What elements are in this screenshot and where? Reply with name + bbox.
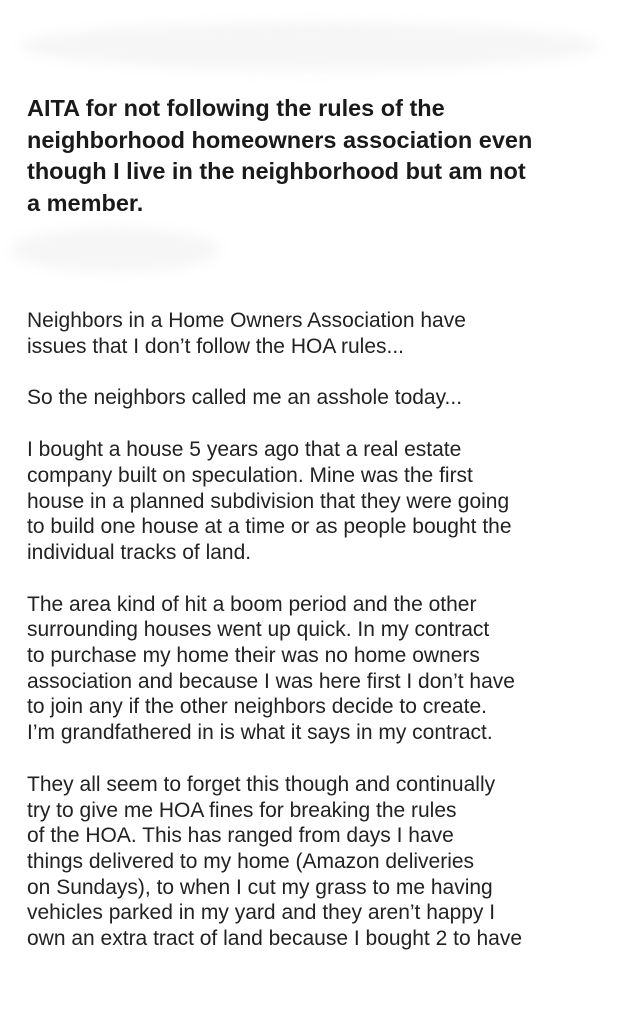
post-paragraph-1: Neighbors in a Home Owners Association have issues that I don’t follow the HOA rules... — [27, 309, 466, 358]
blurred-meta-area — [10, 228, 220, 272]
post-paragraph-4: The area kind of hit a boom period and the other surrounding houses went up quick. In my contract to purchase my home their was no home owners association and because I was here first I don’t have to join any if the other neighbors decide to create. I’m grandfathered in is what it says in my contract. — [27, 592, 515, 745]
post-paragraph-3: I bought a house 5 years ago that a real estate company built on speculation. Mine was the first house in a planned subdivision that they were going to build one house at a time or as people bought the individual tracks of land. — [27, 438, 512, 564]
post-paragraph-5: They all seem to forget this though and continually try to give me HOA fines for breaking the rules of the HOA. This has ranged from days I have things delivered to my home (Amazon deliveries on Sundays), to when I cut my grass to me having vehicles parked in my yard and they aren’t happy I own an extra tract of land because I bought 2 to have — [27, 772, 522, 951]
post-paragraph-2: So the neighbors called me an asshole today... — [27, 386, 463, 410]
post-body — [27, 308, 617, 978]
post-title: AITA for not following the rules of the neighborhood homeowners association even though I live in the neighborhood but am not a member. — [27, 95, 533, 216]
blurred-header-area — [20, 22, 600, 70]
